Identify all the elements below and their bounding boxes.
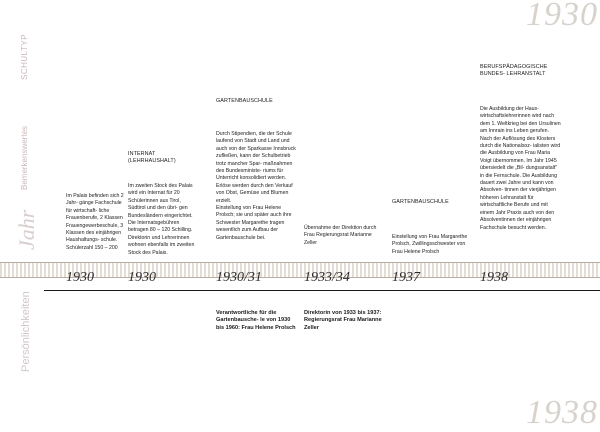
- entry-1937-body: [392, 234, 474, 256]
- section-heading: INTERNAT (LEHRHAUSHALT): [128, 151, 176, 165]
- side-label-persoenlichkeiten: Persönlichkeiten: [20, 291, 32, 372]
- entry-1930b-heading: [128, 151, 198, 166]
- timeline-year: 1930: [66, 270, 94, 285]
- entry-1930-31-heading: [216, 98, 296, 105]
- background-year-bottom: 1938: [526, 394, 598, 431]
- section-heading: BERUFSPÄDAGOGISCHE BUNDES- LEHRANSTALT: [480, 64, 548, 78]
- entry-1937-heading: [392, 199, 472, 206]
- section-heading: GARTENBAUSCHULE: [392, 199, 449, 205]
- timeline-year: 1938: [480, 270, 508, 285]
- entry-paragraph: Schülerzahl 150 – 200: [66, 244, 118, 251]
- timeline-band-border-top: [0, 262, 600, 263]
- timeline-year: 1933/34: [304, 270, 350, 285]
- person-note: Direktorin von 1933 bis 1937: Regierungsrat Frau Marianne Zeller: [304, 310, 382, 331]
- side-label-bemerkenswertes: Bemerkenswertes: [20, 125, 29, 190]
- entry-paragraph: Einstellung von Frau Helene Prolsch; sie und später auch ihre Schwester Margarethe tragen wesentlich zum Aufbau der Gartenbauschule bei.: [216, 205, 292, 241]
- entry-paragraph: Übernahme der Direktion durch Frau Regierungsrat Marianne Zeller: [304, 225, 377, 246]
- background-year-top: 1930: [526, 0, 598, 33]
- entry-1938-body: [480, 106, 562, 232]
- timeline-axis-line: [44, 290, 600, 291]
- entry-paragraph: Durch Stipendien, die der Schule laufend von Stadt und Land und auch von der Sparkasse Innsbruck zufließen, kann der Schulbetrieb trotz mancher Spar- maßnahmen des Bundesministe- riums für Unterricht konsolidiert werden. Erlöse werden durch den Verkauf von Obst, Gemüse und Blumen erzielt.: [216, 131, 296, 204]
- timeline-year: 1930/31: [216, 270, 262, 285]
- entry-paragraph: Im Palais befinden sich 2 Jahr- gänge Fachschule für wirtschaft- liche Frauenberufe, 2 Klassen Frauengewerbeschule, 3 Klassen des einjährigen Haushaltungs- schule.: [66, 193, 124, 244]
- side-label-jahr: Jahr: [14, 209, 39, 250]
- section-heading: GARTENBAUSCHULE: [216, 98, 273, 104]
- entry-1933-34-body: [304, 225, 384, 247]
- entry-1938-heading: [480, 64, 560, 79]
- entry-paragraph: Im zweiten Stock des Palais wird ein Internat für 20 Schülerinnen aus Tirol, Südtirol und den übri- gen Bundesländern eingerichtet. Die Internatsgebühren betragen 80 – 120 Schilling. Direktorin und Lehrerinnen wohnen ebenfalls im zweiten Stock des Palais.: [128, 183, 195, 256]
- entry-1930b-body: [128, 183, 198, 257]
- side-label-schultyp: SCHULTYP: [20, 33, 29, 80]
- entry-1930-31-body: [216, 131, 298, 242]
- person-note: Verantwortliche für die Gartenbausche- le von 1930 bis 1960: Frau Helene Prolsch: [216, 310, 296, 331]
- timeline-year: 1937: [392, 270, 420, 285]
- entry-paragraph: Einstellung von Frau Margarethe Prolsch, Zwillingsschwester von Frau Helene Prolsch: [392, 234, 468, 255]
- timeline-year: 1930: [128, 270, 156, 285]
- entry-paragraph: Die Ausbildung der Haus- wirtschaftslehrerinnen wird nach dem 1. Weltkrieg bei den Ursulinen am Innrain ins Leben gerufen. Nach der Auflösung des Klosters durch die Nationalsoz- ialisten wird die Ausbildung von Frau Maria Voigt übernommen. Im Jahr 1945 übersiedelt die „Bil- dungsanstalt" in die Fernschule. Die Ausbildung dauert zwei Jahre und kann von Absolven- tinnen der vierjährigen höheren Lehranstalt für wirtschaftliche Berufe und mit einem Jahr Praxis auch von den Absolventinnen der einjährigen Fachschule besucht werden.: [480, 106, 561, 231]
- entry-1930-body: [66, 193, 124, 252]
